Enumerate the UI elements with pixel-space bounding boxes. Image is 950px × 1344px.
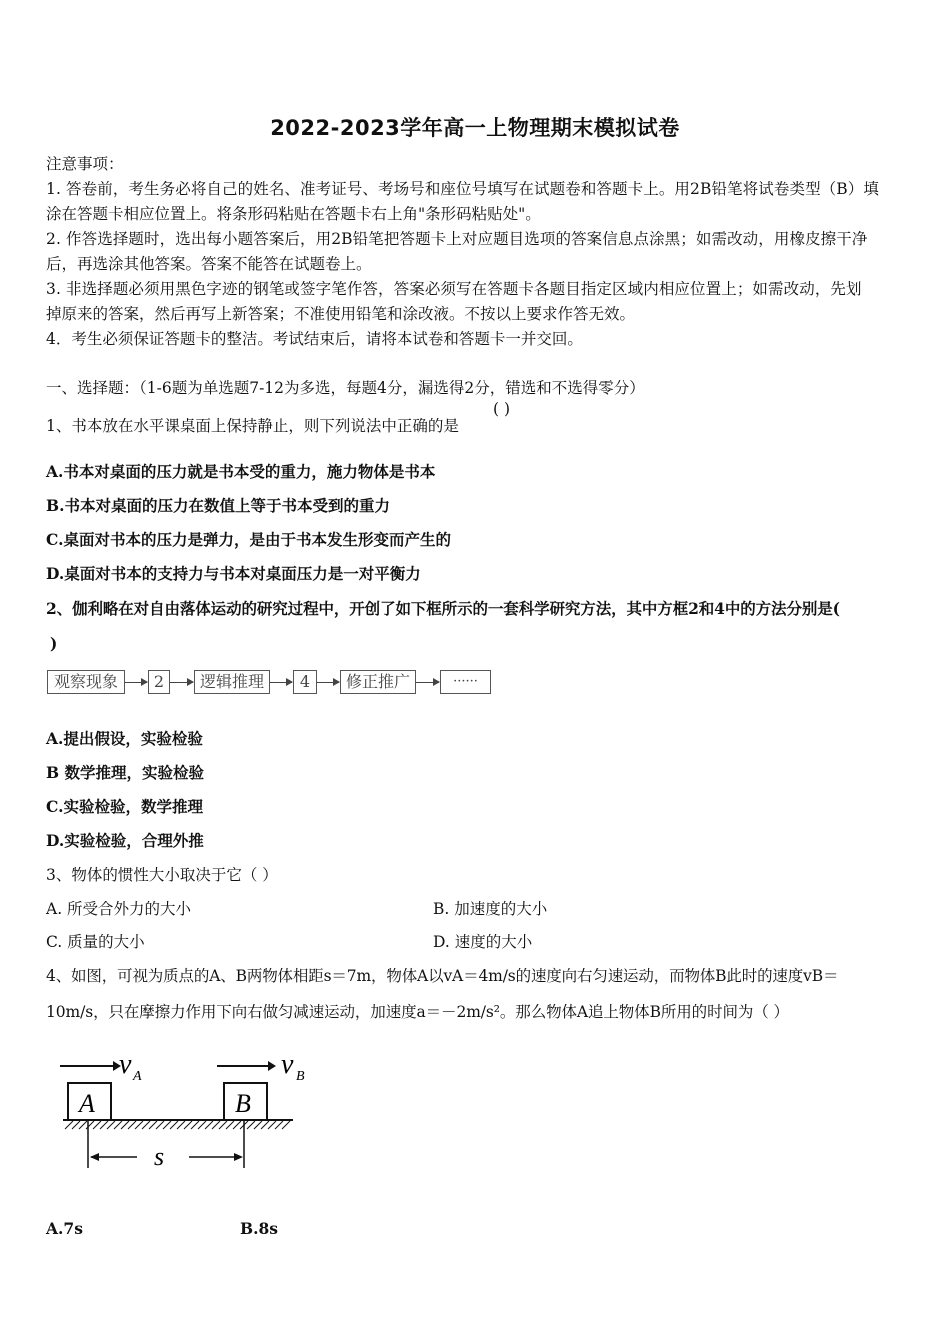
flow-arrow bbox=[170, 682, 193, 683]
question-2-stem-cont: ) bbox=[50, 634, 58, 653]
q3-option-a: A. 所受合外力的大小 bbox=[46, 900, 192, 918]
velocity-b-arrowhead bbox=[268, 1061, 276, 1071]
question-2-stem: 2、伽利略在对自由落体运动的研究过程中，开创了如下框所示的一套科学研究方法，其中方框2和4中的方法分别是( bbox=[46, 599, 840, 618]
q2-option-b: B 数学推理，实验检验 bbox=[46, 763, 204, 782]
question-4-stem-line2: 10m/s，只在摩擦力作用下向右做匀减速运动，加速度a＝－2m/s²。那么物体A追上物体B所用的时间为（ ） bbox=[46, 1003, 789, 1021]
question-1-stem: 1、书本放在水平课桌面上保持静止，则下列说法中正确的是 bbox=[46, 417, 459, 435]
notice-line: 掉原来的答案，然后再写上新答案；不准使用铅笔和涂改液。不按以上要求作答无效。 bbox=[46, 305, 636, 323]
block-a-label: A bbox=[79, 1089, 95, 1118]
answer-paren: ( ) bbox=[493, 400, 511, 418]
distance-label: s bbox=[154, 1142, 165, 1171]
q1-option-c: C.桌面对书本的压力是弹力，是由于书本发生形变而产生的 bbox=[46, 530, 451, 549]
notice-line: 1. 答卷前，考生务必将自己的姓名、准考证号、考场号和座位号填写在试题卷和答题卡上。用2B铅笔将试卷类型（B）填 bbox=[46, 180, 879, 198]
question-3-stem: 3、物体的惯性大小取决于它（ ） bbox=[46, 866, 278, 884]
notice-line: 后，再选涂其他答案。答案不能答在试题卷上。 bbox=[46, 255, 372, 273]
flow-arrow bbox=[270, 682, 292, 683]
velocity-b-sub: B bbox=[296, 1069, 305, 1084]
question-4-stem-line1: 4、如图，可视为质点的A、B两物体相距s＝7m，物体A以vA＝4m/s的速度向右匀速运动，而物体B此时的速度vB＝ bbox=[46, 967, 839, 985]
q3-option-d: D. 速度的大小 bbox=[433, 933, 533, 951]
velocity-a-label: v bbox=[119, 1049, 132, 1080]
notice-line: 2. 作答选择题时，选出每小题答案后，用2B铅笔把答题卡上对应题目选项的答案信息点涂黑；如需改动，用橡皮擦干净 bbox=[46, 230, 868, 248]
q1-option-b: B.书本对桌面的压力在数值上等于书本受到的重力 bbox=[46, 496, 390, 515]
q1-option-a: A.书本对桌面的压力就是书本受的重力，施力物体是书本 bbox=[46, 462, 436, 481]
q2-option-d: D.实验检验，合理外推 bbox=[46, 831, 204, 850]
flow-box-revise: 修正推广 bbox=[340, 670, 416, 694]
flow-box-logic: 逻辑推理 bbox=[194, 670, 270, 694]
distance-arrowhead-left bbox=[90, 1153, 99, 1161]
flow-box-observe: 观察现象 bbox=[47, 670, 125, 694]
velocity-b-label: v bbox=[281, 1049, 294, 1080]
q4-option-b: B.8s bbox=[240, 1219, 279, 1238]
page-title: 2022-2023学年高一上物理期末模拟试卷 bbox=[270, 116, 680, 140]
notice-line: 4．考生必须保证答题卡的整洁。考试结束后，请将本试卷和答题卡一并交回。 bbox=[46, 330, 583, 348]
section-heading: 一、选择题：（1-6题为单选题7-12为多选，每题4分，漏选得2分，错选和不选得零分） bbox=[46, 379, 645, 397]
flow-box-2: 2 bbox=[148, 670, 170, 694]
q4-option-a: A.7s bbox=[46, 1219, 83, 1238]
motion-diagram bbox=[55, 1045, 305, 1175]
q3-option-c: C. 质量的大小 bbox=[46, 933, 145, 951]
flow-arrow bbox=[125, 682, 147, 683]
q2-option-a: A.提出假设，实验检验 bbox=[46, 729, 203, 748]
q1-option-d: D.桌面对书本的支持力与书本对桌面压力是一对平衡力 bbox=[46, 564, 421, 583]
notice-line: 3. 非选择题必须用黑色字迹的钢笔或签字笔作答，答案必须写在答题卡各题目指定区域内相应位置上；如需改动，先划 bbox=[46, 280, 862, 298]
notice-line: 涂在答题卡相应位置上。将条形码粘贴在答题卡右上角"条形码粘贴处"。 bbox=[46, 205, 541, 223]
flow-arrow bbox=[416, 682, 439, 683]
ground-hatching bbox=[65, 1121, 290, 1129]
q2-option-c: C.实验检验，数学推理 bbox=[46, 797, 203, 816]
q3-option-b: B. 加速度的大小 bbox=[433, 900, 548, 918]
distance-arrowhead-right bbox=[234, 1153, 243, 1161]
block-b-label: B bbox=[235, 1089, 251, 1118]
notice-heading: 注意事项： bbox=[46, 155, 124, 173]
velocity-a-sub: A bbox=[133, 1069, 142, 1084]
flow-box-ellipsis: ······ bbox=[440, 670, 491, 694]
flow-arrow bbox=[317, 682, 339, 683]
flow-box-4: 4 bbox=[293, 670, 317, 694]
